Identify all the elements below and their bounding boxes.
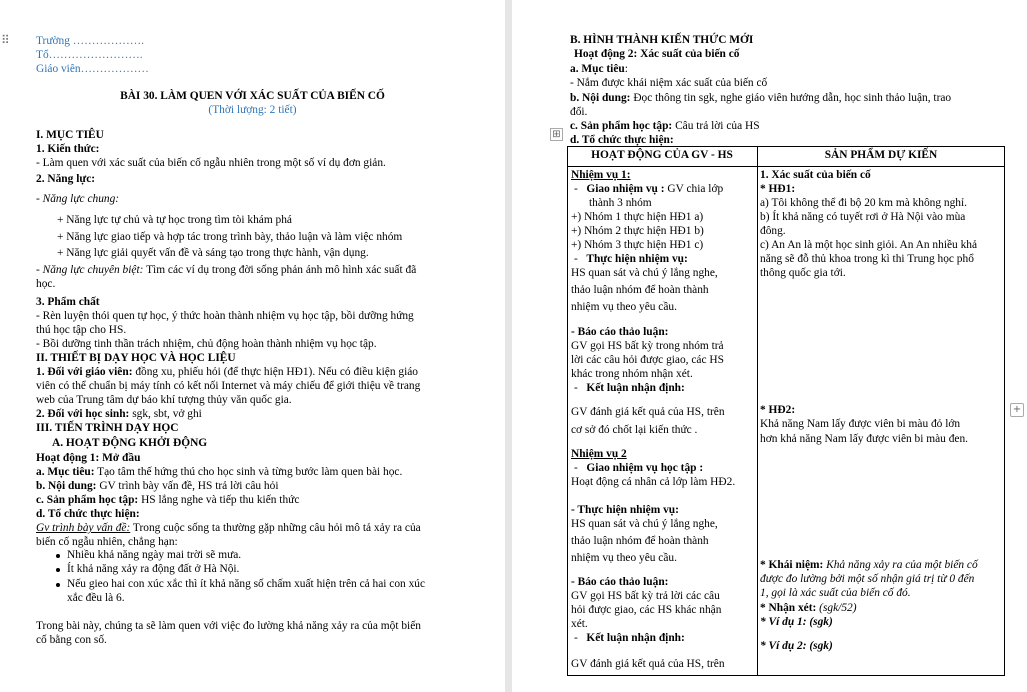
table-move-icon[interactable]: ⊞ [550,128,563,141]
task-2-assign-text: Hoạt động cá nhân cả lớp làm HĐ2. [571,476,736,488]
quality-text: - Rèn luyện thói quen tự học, ý thức hoàn thành nhiệm vụ học tập, bồi dưỡng hứng [36,310,414,322]
task-1-do: - Thực hiện nhiệm vụ: [574,253,688,265]
lesson-title: BÀI 30. LÀM QUEN VỚI XÁC SUẤT CỦA BIẾN CỐ [120,90,385,102]
example-2: * Ví dụ 2: (sgk) [760,640,833,652]
heading-new-knowledge: B. HÌNH THÀNH KIẾN THỨC MỚI [570,34,754,46]
task-1-report-text: GV gọi HS bất kỳ trong nhóm trả [571,340,724,352]
teacher-field: Giáo viên……………… [36,63,149,75]
product-heading: 1. Xác suất của biến cố [760,169,871,181]
competence-item: + Năng lực tự chủ và tự học trong tìm tòi khám phá [57,214,292,226]
example-item-cont: xắc đều là 6. [67,592,125,604]
task-2-conclusion: - Kết luận nhận định: [574,632,685,644]
group-assignment: +) Nhóm 1 thực hiện HĐ1 a) [571,211,704,223]
activity-2-title: Hoạt động 2: Xác suất của biến cố [574,48,740,60]
group-assignment: +) Nhóm 2 thực hiện HĐ1 b) [571,225,704,237]
closing-text: cố bằng con số. [36,634,107,646]
knowledge-text: - Làm quen với xác suất của biến cố ngẫu nhiên trong một số ví dụ đơn giản. [36,157,386,169]
heading-competence: 2. Năng lực: [36,173,96,185]
table-header-product: SẢN PHẨM DỰ KIẾN [824,149,938,161]
task-1-do-text: HS quan sát và chú ý lắng nghe, [571,267,718,279]
task-1-report-text: lời các câu hỏi được giao, các HS [571,354,724,366]
task-2-conclusion-text: GV đánh giá kết quả của HS, trên [571,658,725,670]
heading-knowledge: 1. Kiến thức: [36,143,100,155]
task-1-assign-cont: thành 3 nhóm [589,197,652,209]
group-assignment: +) Nhóm 3 thực hiện HĐ1 c) [571,239,704,251]
task-2-do-text: thảo luận nhóm để hoàn thành [571,535,709,547]
task-2-report-text: GV gọi HS bất kỳ trả lời các câu [571,590,720,602]
activity-2-organize: d. Tổ chức thực hiện: [570,134,674,146]
quality-text: - Bồi dưỡng tinh thần trách nhiệm, chủ động hoàn thành nhiệm vụ học tập. [36,338,377,350]
heading-objectives: I. MỤC TIÊU [36,129,104,141]
bullet-icon [56,568,60,572]
task-1-conclusion-text: GV đánh giá kết quả của HS, trên [571,406,725,418]
concept: * Khái niệm: Khả năng xảy ra của một biến cố [760,559,978,571]
page-right [512,0,1027,692]
specific-competence-cont: học. [36,278,56,290]
concept-cont: 1, gọi là xác suất của biến cố đó. [760,587,911,599]
add-column-icon[interactable]: + [1010,403,1024,417]
heading-process: III. TIẾN TRÌNH DẠY HỌC [36,422,179,434]
competence-item: + Năng lực giao tiếp và hợp tác trong trình bày, thảo luận và làm việc nhóm [57,231,403,243]
team-field: Tổ……………………. [36,49,143,61]
example-item: Nhiều khả năng ngày mai trời sẽ mưa. [67,549,242,561]
specific-competence: - Năng lực chuyên biệt: Tìm các ví dụ trong đời sống phản ánh mô hình xác suất đã [36,264,417,276]
hd2-answer: Khả năng Nam lấy được viên bi màu đỏ lớn [760,418,961,430]
task-2-do-text: HS quan sát và chú ý lắng nghe, [571,518,718,530]
hd1-answer: b) Ít khả năng có tuyết rơi ở Hà Nội vào mùa [760,211,966,223]
competence-item: + Năng lực giải quyết vấn đề và sáng tạo trong thực hành, vận dụng. [57,247,369,259]
hd1-answer: a) Tôi không thể đi bộ 20 km mà không nghỉ. [760,197,968,209]
task-2-report: - Báo cáo thảo luận: [571,576,669,588]
activity-1-goal: a. Mục tiêu: Tạo tâm thế hứng thú cho học sinh và từng bước làm quen bài học. [36,466,403,478]
table-header-divider [567,166,1005,167]
activity-1-product: c. Sản phẩm học tập: HS lắng nghe và tiếp thu kiến thức [36,494,300,506]
hd2-label: * HĐ2: [760,404,796,416]
example-item: Nếu gieo hai con xúc xắc thì ít khả năng số chấm xuất hiện trên cả hai con xúc [67,578,426,590]
quality-text: thú học tập cho HS. [36,324,127,336]
teacher-problem-cont: biến cố ngẫu nhiên, chẳng hạn: [36,536,178,548]
task-1-conclusion: - Kết luận nhận định: [574,382,685,394]
activity-2-content: b. Nội dung: Đọc thông tin sgk, nghe giáo viên hướng dẫn, học sinh thảo luận, trao [570,92,952,104]
heading-equipment: II. THIẾT BỊ DẠY HỌC VÀ HỌC LIỆU [36,352,236,364]
task-2-assign: - Giao nhiệm vụ học tập : [574,462,704,474]
hd1-label: * HĐ1: [760,183,796,195]
remark: * Nhận xét: (sgk/52) [760,602,857,614]
task-2-do: - Thực hiện nhiệm vụ: [571,504,679,516]
hd1-answer: thông quốc gia tới. [760,267,846,279]
task-2-heading: Nhiệm vụ 2 [571,448,627,460]
task-1-conclusion-text: cơ sở đó chốt lại kiến thức . [571,424,698,436]
hd1-answer: năng sẽ đỗ thủ khoa trong kì thi Trung học phổ [760,253,974,265]
task-1-assign: - Giao nhiệm vụ : GV chia lớp [574,183,724,195]
school-field: Trường ………………. [36,35,144,47]
task-1-do-text: nhiệm vụ theo yêu cầu. [571,301,677,313]
activity-1-organize: d. Tổ chức thực hiện: [36,508,140,520]
heading-qualities: 3. Phẩm chất [36,296,100,308]
task-2-do-text: nhiệm vụ theo yêu cầu. [571,552,677,564]
example-1: * Ví dụ 1: (sgk) [760,616,833,628]
bullet-icon [56,554,60,558]
task-2-report-text: xét. [571,618,588,630]
teacher-equipment-cont: web của Trung tâm dự báo khí tượng thủy văn quốc gia. [36,394,292,406]
heading-warmup: A. HOẠT ĐỘNG KHỞI ĐỘNG [52,437,208,449]
general-competence-label: - Năng lực chung: [36,193,120,205]
drag-handle-icon[interactable]: ⠿ [1,33,10,47]
concept-cont: được đo lường bởi một số nhận giá trị từ 0 đến [760,573,975,585]
page-left [0,0,505,692]
activity-2-goal: - Nắm được khái niệm xác suất của biến cố [570,77,768,89]
hd2-answer: hơn khả năng Nam lấy được viên bi màu đen. [760,433,969,445]
task-1-do-text: thảo luận nhóm để hoàn thành [571,284,709,296]
teacher-problem: Gv trình bày vấn đề: Trong cuộc sống ta thường gặp những câu hỏi mô tả xảy ra của [36,522,421,534]
closing-text: Trong bài này, chúng ta sẽ làm quen với việc đo lường khả năng xảy ra của một biến [36,620,421,632]
activity-2-product: c. Sản phẩm học tập: Câu trả lời của HS [570,120,760,132]
activity-2-content-cont: đổi. [570,106,588,118]
activity-2-goal-label: a. Mục tiêu: [570,63,628,75]
activity-1-content: b. Nội dung: GV trình bày vấn đề, HS trả lời câu hỏi [36,480,279,492]
lesson-duration: (Thời lượng: 2 tiết) [208,104,297,116]
table-column-divider [757,146,758,676]
activity-1-title: Hoạt động 1: Mở đầu [36,452,141,464]
task-1-report: - Báo cáo thảo luận: [571,326,669,338]
table-header-activity: HOẠT ĐỘNG CỦA GV - HS [591,149,733,161]
task-2-report-text: hỏi được giao, các HS khác nhận [571,604,722,616]
hd1-answer: đông. [760,225,786,237]
task-1-report-text: khác trong nhóm nhận xét. [571,368,693,380]
student-equipment: 2. Đối với học sinh: sgk, sbt, vở ghi [36,408,202,420]
example-item: Ít khả năng xảy ra động đất ở Hà Nội. [67,563,240,575]
hd1-answer: c) An An là một học sinh giỏi. An An nhiều khả [760,239,978,251]
bullet-icon [56,583,60,587]
teacher-equipment: 1. Đối với giáo viên: đồng xu, phiếu hỏi (để thực hiện HĐ1). Nếu có điều kiện giáo [36,366,418,378]
task-1-heading: Nhiệm vụ 1: [571,169,631,181]
teacher-equipment-cont: viên có thể chuẩn bị máy tính có kết nối Internet và máy chiếu để giới thiệu về trang [36,380,421,392]
